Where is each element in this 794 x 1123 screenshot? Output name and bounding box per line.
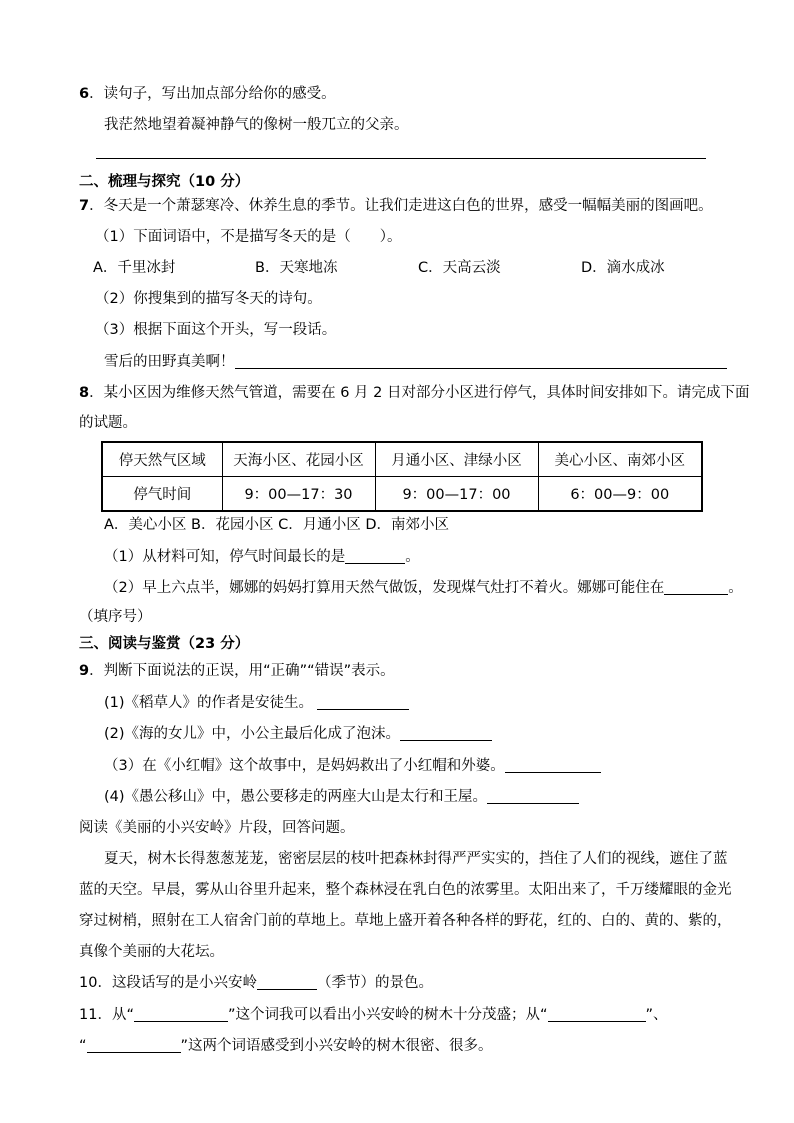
sub-question: （2）你搜集到的描写冬天的诗句。: [95, 291, 322, 307]
option-d[interactable]: D．滴水成冰: [581, 260, 665, 276]
question-number: 9: [79, 663, 90, 679]
sub-question: [104, 578, 743, 598]
question-prompt: ．某小区因为维修天然气管道，需要在 6 月 2 日对部分小区进行停气，具体时间安排如下。请完成下面: [89, 385, 750, 401]
question-10: [79, 973, 433, 993]
starter-text: 雪后的田野真美啊！: [104, 354, 235, 370]
quoted-sentence: 我茫然地望着凝神静气的像树一般兀立的父亲。: [104, 117, 409, 133]
sub-question: （3）根据下面这个开头，写一段话。: [95, 322, 337, 338]
option-c[interactable]: C．天高云淡: [418, 260, 501, 276]
answer-blank[interactable]: [505, 756, 601, 773]
sub-question: [104, 547, 420, 567]
item-text: (4)《愚公移山》中，愚公要移走的两座大山是太行和王屋。: [104, 789, 488, 805]
sub-question-text: （2）早上六点半，娜娜的妈妈打算用天然气做饭，发现煤气灶打不着火。娜娜可能住在: [104, 580, 665, 596]
question-prompt: ．这段话写的是小兴安岭: [97, 975, 257, 991]
passage-line: 夏天，树木长得葱葱茏茏，密密层层的枝叶把森林封得严严实实的，挡住了人们的视线，遮住了蓝: [104, 851, 728, 867]
answer-blank[interactable]: [345, 547, 405, 564]
question-prompt: ．冬天是一个萧瑟寒冷、休养生息的季节。让我们走进这白色的世界，感受一幅幅美丽的图画吧。: [89, 198, 713, 214]
fill-note: （填序号）: [79, 609, 152, 625]
table-cell: 天海小区、花园小区: [222, 442, 375, 477]
answer-blank[interactable]: [487, 787, 579, 804]
question-text: ．从“: [97, 1007, 134, 1023]
table-cell: 9：00—17：30: [222, 477, 375, 512]
punctuation: 。: [728, 580, 743, 596]
option-a[interactable]: A．千里冰封: [93, 260, 176, 276]
table-cell: 月通小区、津绿小区: [375, 442, 538, 477]
choice-list: A．美心小区 B．花园小区 C．月通小区 D．南郊小区: [104, 517, 449, 533]
passage-line: 穿过树梢，照射在工人宿舍门前的草地上。草地上盛开着各种各样的野花，红的、白的、黄的、紫的，: [79, 913, 732, 929]
question-text: ”、: [645, 1007, 668, 1023]
answer-line[interactable]: [96, 158, 706, 159]
answer-blank[interactable]: [664, 578, 728, 595]
answer-blank[interactable]: [235, 352, 727, 369]
option-b[interactable]: B．天寒地冻: [255, 260, 338, 276]
table-cell: 6：00—9：00: [538, 477, 702, 512]
sub-question: （1）下面词语中，不是描写冬天的是（ ）。: [95, 229, 402, 245]
answer-blank[interactable]: [87, 1036, 181, 1053]
answer-blank[interactable]: [134, 1005, 228, 1022]
question-text: “: [79, 1038, 87, 1054]
question-number: 7: [79, 198, 90, 214]
writing-starter: [104, 352, 727, 372]
table-header-cell: 停天然气区域: [102, 442, 222, 477]
section-heading: 三、阅读与鉴赏（23 分）: [79, 636, 250, 652]
judgement-item: [104, 756, 601, 776]
item-text: (2)《海的女儿》中，小公主最后化成了泡沫。: [104, 726, 401, 742]
answer-blank[interactable]: [317, 693, 409, 710]
table-header-cell: 停气时间: [102, 477, 222, 512]
question-prompt-cont: 的试题。: [79, 415, 137, 431]
answer-blank[interactable]: [400, 724, 492, 741]
question-number: 8: [79, 385, 90, 401]
reading-intro: 阅读《美丽的小兴安岭》片段，回答问题。: [79, 820, 355, 836]
gas-outage-table: [101, 441, 703, 512]
answer-blank[interactable]: [548, 1005, 646, 1022]
judgement-item: [104, 693, 409, 713]
sub-question-text: （1）从材料可知，停气时间最长的是: [104, 549, 346, 565]
table-row: [102, 477, 702, 512]
question-number: 11: [79, 1007, 98, 1023]
judgement-item: [104, 787, 579, 807]
passage-line: 蓝的天空。早晨，雾从山谷里升起来，整个森林浸在乳白色的浓雾里。太阳出来了，千万缕耀眼的金光: [79, 882, 732, 898]
question-7: [79, 196, 713, 216]
question-text: ”这两个词语感受到小兴安岭的树木很密、很多。: [180, 1038, 493, 1054]
section-heading: 二、梳理与探究（10 分）: [79, 174, 250, 190]
judgement-item: [104, 724, 492, 744]
answer-blank[interactable]: [257, 973, 317, 990]
table-row: [102, 442, 702, 477]
question-6: [79, 84, 336, 104]
question-prompt: ．读句子，写出加点部分给你的感受。: [89, 86, 336, 102]
question-number: 6: [79, 86, 90, 102]
punctuation: 。: [405, 549, 420, 565]
question-prompt: ．判断下面说法的正误，用“正确”“错误”表示。: [89, 663, 395, 679]
item-text: （3）在《小红帽》这个故事中，是妈妈救出了小红帽和外婆。: [104, 758, 505, 774]
question-8: [79, 383, 749, 403]
passage-line: 真像个美丽的大花坛。: [79, 944, 224, 960]
question-9: [79, 661, 395, 681]
question-11: [79, 1005, 668, 1025]
question-text: ”这个词我可以看出小兴安岭的树木十分茂盛；从“: [227, 1007, 548, 1023]
question-number: 10: [79, 975, 98, 991]
table-cell: 9：00—17：00: [375, 477, 538, 512]
item-text: (1)《稻草人》的作者是安徒生。: [104, 695, 314, 711]
question-11-cont: [79, 1036, 493, 1056]
question-prompt-cont: （季节）的景色。: [316, 975, 433, 991]
table-cell: 美心小区、南郊小区: [538, 442, 702, 477]
